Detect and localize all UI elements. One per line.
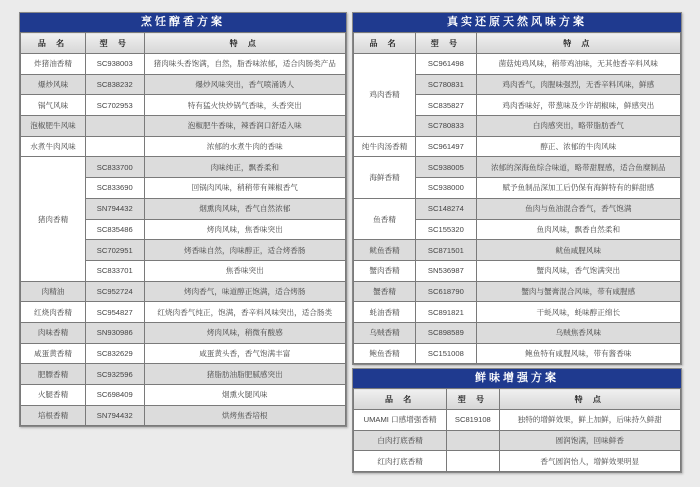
product-name: 鸡肉香精 [354, 54, 416, 137]
umami-enhance-table [352, 368, 682, 473]
table-row [21, 364, 346, 385]
column-header-model: 型 号 [416, 33, 476, 54]
product-name: 鲍鱼香精 [354, 343, 416, 364]
header-row [21, 33, 346, 54]
model-number [86, 116, 145, 137]
feature-description: 蟹肉与蟹膏混合风味，带有咸腥感 [476, 281, 680, 302]
model-number: SC780833 [416, 116, 476, 137]
product-name: 水煮牛肉风味 [21, 136, 86, 157]
feature-description: 焦香味突出 [144, 260, 346, 281]
model-number: SC898589 [416, 322, 476, 343]
table-row [21, 95, 346, 116]
model-number: SC938000 [416, 178, 476, 199]
model-number: SN536987 [416, 260, 476, 281]
natural-flavor-table [352, 12, 682, 365]
model-number: SC155320 [416, 219, 476, 240]
model-number: SC832629 [86, 343, 145, 364]
table-row [354, 302, 681, 323]
feature-description: 烤香味自然，肉味醇正，适合烤香肠 [144, 240, 346, 261]
model-number: SC835486 [86, 219, 145, 240]
model-number: SC952724 [86, 281, 145, 302]
model-number: SC833690 [86, 178, 145, 199]
model-number: SC835827 [416, 95, 476, 116]
column-header-name: 品 名 [21, 33, 86, 54]
model-number [447, 451, 499, 472]
table-row [354, 430, 681, 451]
model-number: SC702951 [86, 240, 145, 261]
table-row [21, 136, 346, 157]
product-name: 鱼香精 [354, 198, 416, 239]
model-number: SC702953 [86, 95, 145, 116]
table-row [354, 198, 681, 219]
table-row [21, 405, 346, 426]
model-number: SC838232 [86, 74, 145, 95]
feature-description: 浓郁的深海鱼综合味道，略带甜腥感，适合鱼糜制品 [476, 157, 680, 178]
column-header-model: 型 号 [86, 33, 145, 54]
panel-title: 烹饪醇香方案 [20, 13, 346, 32]
feature-description: 红烧肉香气纯正，饱满，香辛料风味突出，适合肠类 [144, 302, 346, 323]
model-number: SN794432 [86, 405, 145, 426]
table-row [21, 322, 346, 343]
column-header-feature: 特 点 [476, 33, 680, 54]
feature-description: 特有猛火快炒锅气香味，头香突出 [144, 95, 346, 116]
panel-title: 鲜味增强方案 [353, 369, 681, 388]
product-name: 培根香精 [21, 405, 86, 426]
feature-description: 泡椒肥牛香味，辣香润口舒适入味 [144, 116, 346, 137]
column-header-feature: 特 点 [499, 389, 681, 410]
feature-description: 回锅肉风味，稍稍带有辣椒香气 [144, 178, 346, 199]
feature-description: 赋予鱼制品深加工后仍保有海鲜特有的鲜甜感 [476, 178, 680, 199]
feature-description: 烤肉香气，味道醇正饱满，适合烤肠 [144, 281, 346, 302]
spec-table [20, 32, 346, 426]
table-row [354, 157, 681, 178]
product-name: 海鲜香精 [354, 157, 416, 198]
model-number: SC954827 [86, 302, 145, 323]
feature-description: 白肉感突出，略带脂肪香气 [476, 116, 680, 137]
product-name: 鱿鱼香精 [354, 240, 416, 261]
feature-description: 蟹肉风味，香气饱满突出 [476, 260, 680, 281]
spec-table [353, 388, 681, 472]
feature-description: 香气圆润怡人，增鲜效果明显 [499, 451, 681, 472]
table-row [21, 74, 346, 95]
feature-description: 咸蛋黄头香，香气饱满丰富 [144, 343, 346, 364]
feature-description: 猪脂肪油脂肥腻感突出 [144, 364, 346, 385]
product-name: 锅气风味 [21, 95, 86, 116]
feature-description: 乌贼焦香风味 [476, 322, 680, 343]
model-number: SC871501 [416, 240, 476, 261]
table-row [21, 281, 346, 302]
product-name: 炸猪油香精 [21, 54, 86, 75]
table-row [354, 451, 681, 472]
feature-description: 鱿鱼咸腥风味 [476, 240, 680, 261]
feature-description: 浓郁的水煮牛肉的香味 [144, 136, 346, 157]
product-name: 火腿香精 [21, 385, 86, 406]
feature-description: 鸡肉香味好，带葱味及少许胡椒味，鲜感突出 [476, 95, 680, 116]
model-number: SN930986 [86, 322, 145, 343]
table-row [354, 240, 681, 261]
product-name: 乌贼香精 [354, 322, 416, 343]
product-name: 蟹肉香精 [354, 260, 416, 281]
product-name: 猪肉香精 [21, 157, 86, 281]
column-header-model: 型 号 [447, 389, 499, 410]
feature-description: 鱼肉风味，飘香自然柔和 [476, 219, 680, 240]
table-row [21, 157, 346, 178]
product-name: 泡椒肥牛风味 [21, 116, 86, 137]
feature-description: 烟熏肉风味，香气自然浓郁 [144, 198, 346, 219]
cooking-aroma-table [19, 12, 347, 427]
feature-description: 烤肉风味，焦香味突出 [144, 219, 346, 240]
feature-description: 爆炒风味突出，香气喷涌诱人 [144, 74, 346, 95]
model-number: SC891821 [416, 302, 476, 323]
spec-table [353, 32, 681, 364]
table-row [354, 322, 681, 343]
product-name: 白肉打底香精 [354, 430, 447, 451]
model-number: SC819108 [447, 410, 499, 431]
model-number: SC961498 [416, 54, 476, 75]
product-name: 肥膘香精 [21, 364, 86, 385]
table-row [354, 54, 681, 75]
feature-description: 烤肉风味，稍微有酸感 [144, 322, 346, 343]
model-number: SC780831 [416, 74, 476, 95]
product-name: 肉精油 [21, 281, 86, 302]
feature-description: 烘烤焦香培根 [144, 405, 346, 426]
model-number: SC618790 [416, 281, 476, 302]
feature-description: 圆润饱满，回味鲜香 [499, 430, 681, 451]
product-name: 爆炒风味 [21, 74, 86, 95]
header-row [354, 389, 681, 410]
feature-description: 烟熏火腿风味 [144, 385, 346, 406]
product-name: UMAMI 口感增强香精 [354, 410, 447, 431]
table-row [21, 54, 346, 75]
model-number: SC961497 [416, 136, 476, 157]
model-number: SC932596 [86, 364, 145, 385]
feature-description: 鸡肉香气，肉腥味强烈，无香辛料风味，鲜感 [476, 74, 680, 95]
table-row [21, 302, 346, 323]
product-name: 咸蛋黄香精 [21, 343, 86, 364]
feature-description: 醇正、浓郁的牛肉风味 [476, 136, 680, 157]
column-header-name: 品 名 [354, 33, 416, 54]
feature-description: 鲍鱼特有咸腥风味，带有酱香味 [476, 343, 680, 364]
model-number: SC833700 [86, 157, 145, 178]
product-name: 肉味香精 [21, 322, 86, 343]
table-row [354, 410, 681, 431]
model-number: SC938003 [86, 54, 145, 75]
model-number [447, 430, 499, 451]
table-row [21, 343, 346, 364]
product-name: 蟹香精 [354, 281, 416, 302]
feature-description: 猪肉味头香饱满，自然，脂香味浓郁，适合肉肠类产品 [144, 54, 346, 75]
product-name: 红肉打底香精 [354, 451, 447, 472]
column-header-feature: 特 点 [144, 33, 346, 54]
product-name: 红烧肉香精 [21, 302, 86, 323]
panel-title: 真实还原天然风味方案 [353, 13, 681, 32]
table-row [354, 343, 681, 364]
column-header-name: 品 名 [354, 389, 447, 410]
header-row [354, 33, 681, 54]
product-name: 纯牛肉汤香精 [354, 136, 416, 157]
feature-description: 干蚝风味，蚝味醇正绵长 [476, 302, 680, 323]
table-row [21, 116, 346, 137]
model-number: SC151008 [416, 343, 476, 364]
model-number: SC938005 [416, 157, 476, 178]
feature-description: 菌菇炖鸡风味，稍带鸡油味，无其他香辛料风味 [476, 54, 680, 75]
model-number [86, 136, 145, 157]
table-row [354, 281, 681, 302]
model-number: SC148274 [416, 198, 476, 219]
table-row [21, 385, 346, 406]
table-row [354, 136, 681, 157]
feature-description: 独特的增鲜效果，鲜上加鲜，后味持久鲜甜 [499, 410, 681, 431]
feature-description: 鱼肉与鱼油混合香气，香气饱满 [476, 198, 680, 219]
model-number: SC833701 [86, 260, 145, 281]
table-row [354, 260, 681, 281]
model-number: SN794432 [86, 198, 145, 219]
feature-description: 肉味纯正，飘香柔和 [144, 157, 346, 178]
product-name: 蚝油香精 [354, 302, 416, 323]
model-number: SC698409 [86, 385, 145, 406]
